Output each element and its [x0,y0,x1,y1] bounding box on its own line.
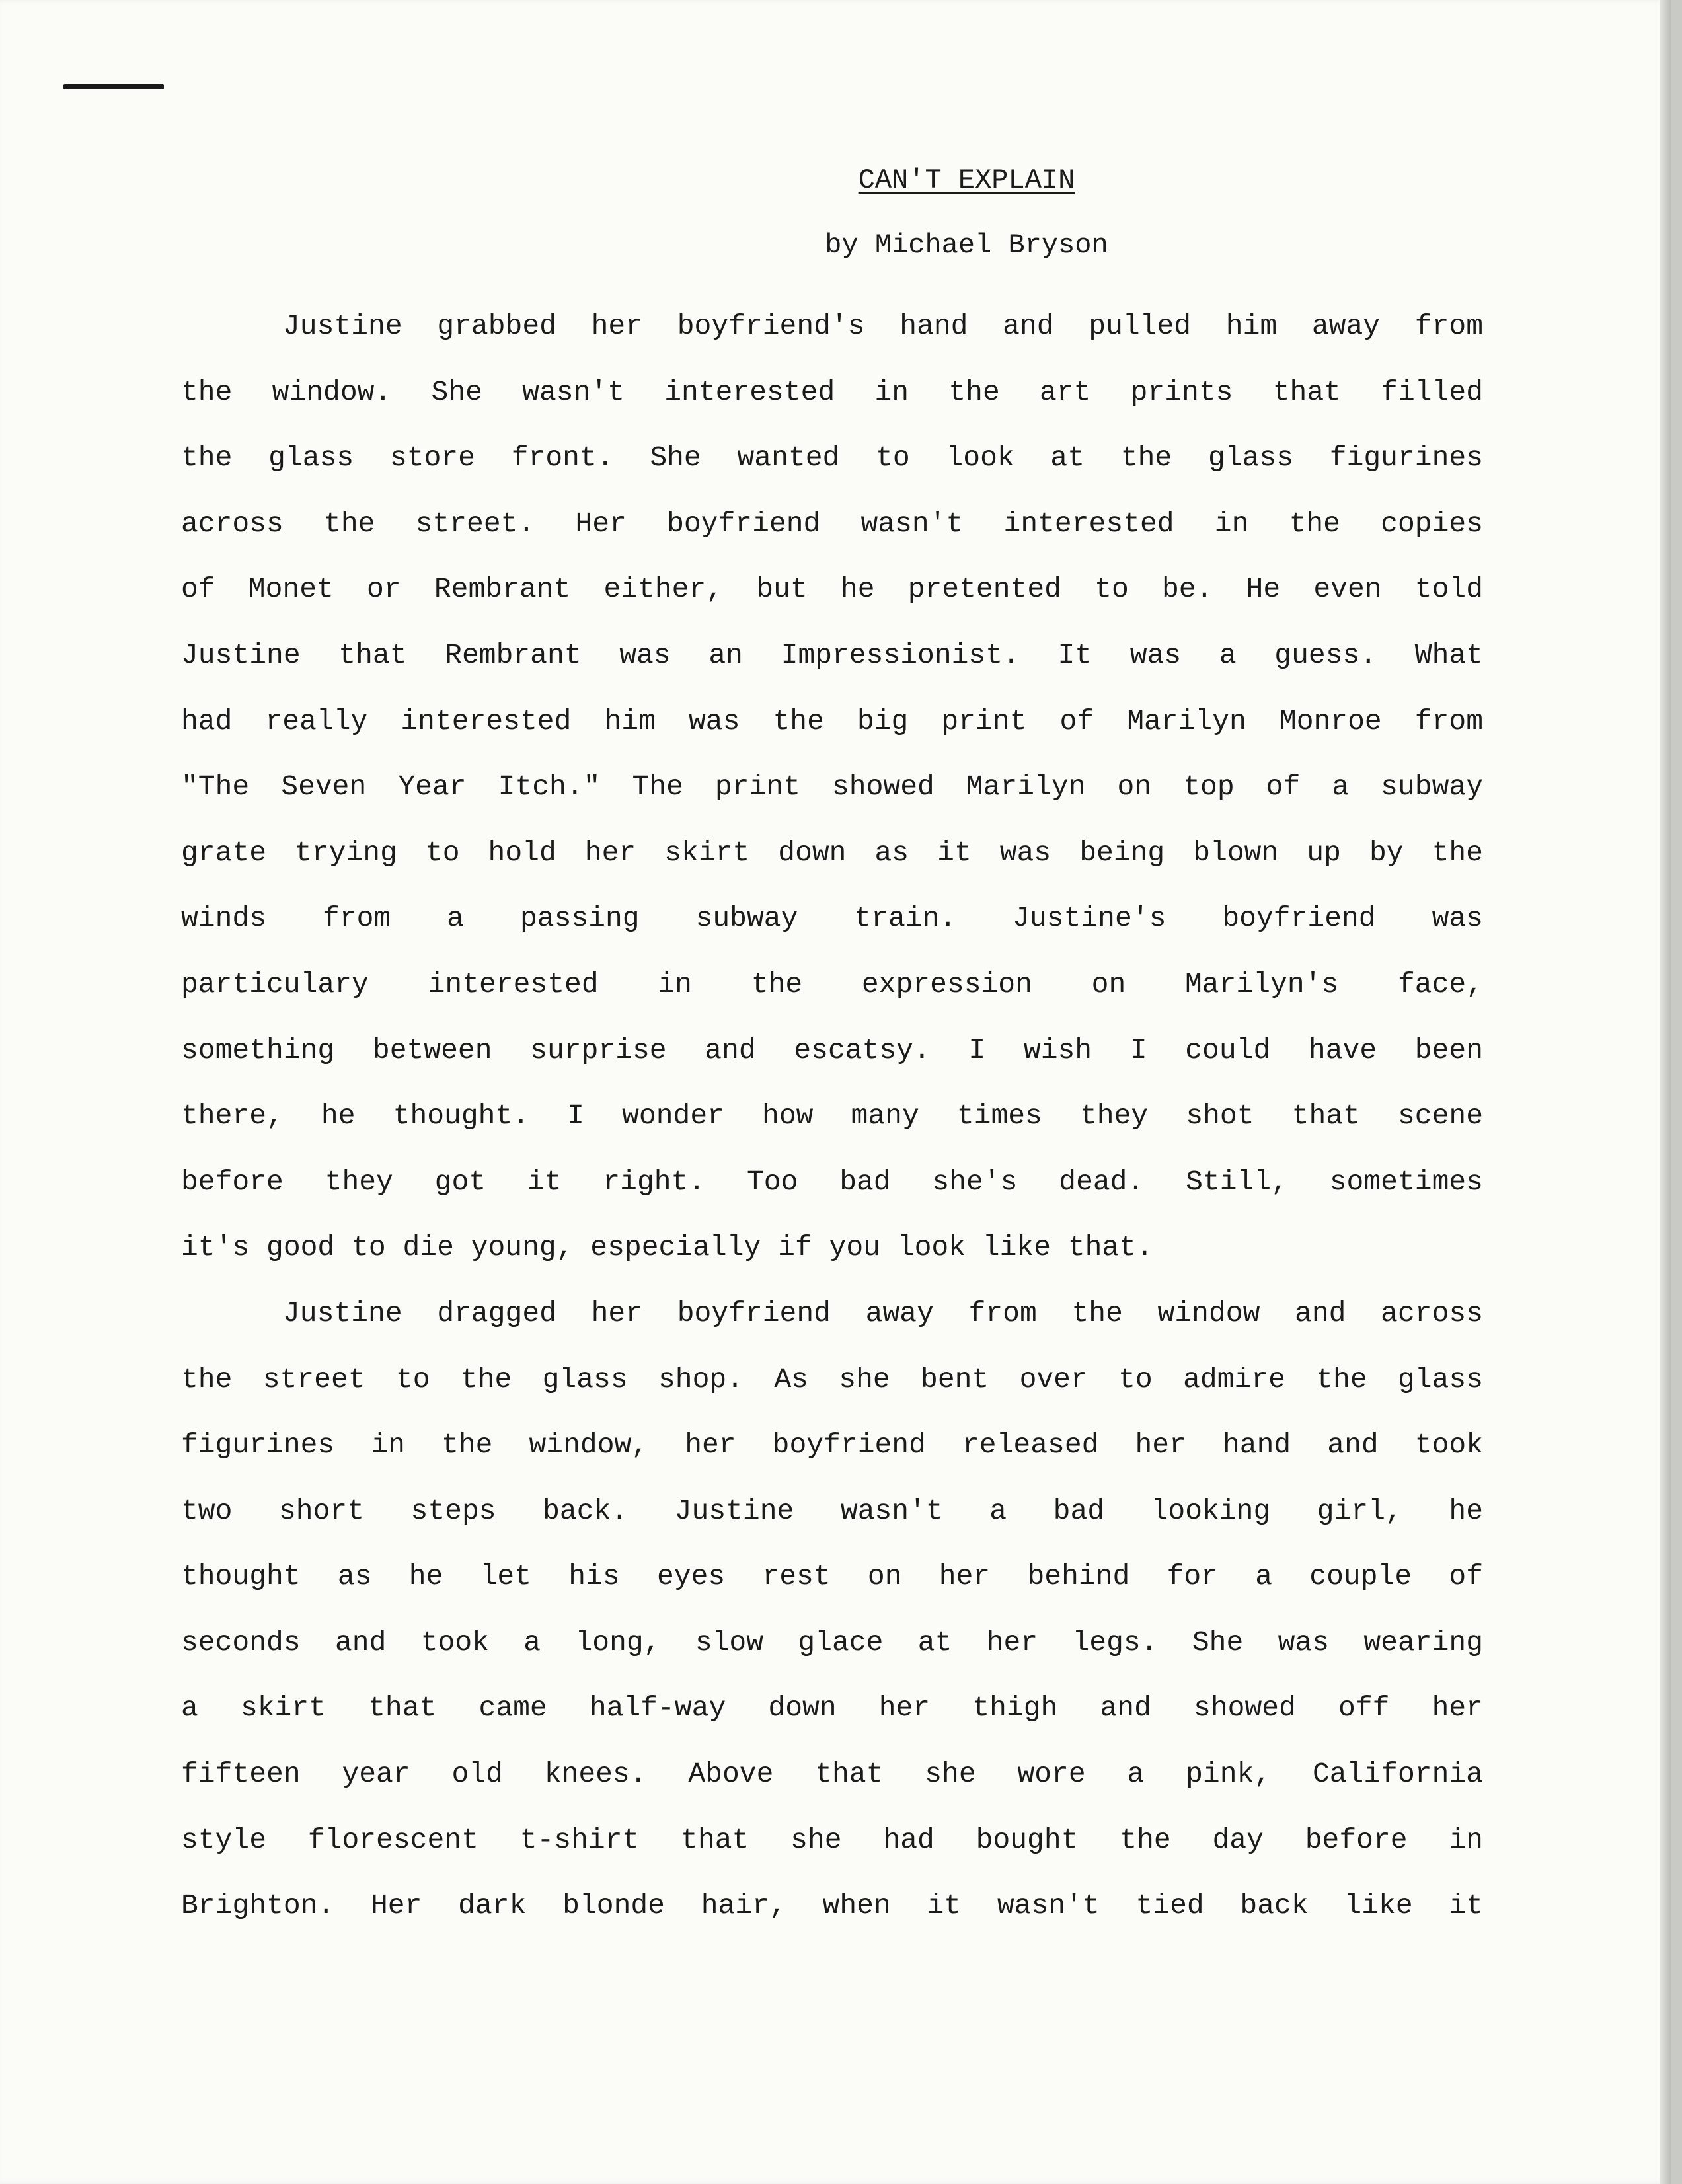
story-byline [0,229,1682,262]
text-line: seconds and took a long, slow glace at her legs. She was wearing [181,1626,1483,1659]
text-line: winds from a passing subway train. Justine's boyfriend was [181,902,1483,935]
text-line: Brighton. Her dark blonde hair, when it wasn't tied back like it [181,1889,1483,1922]
text-line: style florescent t-shirt that she had bought the day before in [181,1823,1483,1856]
text-line: of Monet or Rembrant either, but he pretented to be. He even told [181,573,1483,606]
page-edge-shadow [1660,0,1671,2184]
text-line: particulary interested in the expression on Marilyn's face, [181,967,1483,1000]
story-body [181,293,1483,1939]
text-line: Justine that Rembrant was an Impressionist. It was a guess. What [181,638,1483,671]
text-line: "The Seven Year Itch." The print showed Marilyn on top of a subway [181,771,1483,804]
text-line: had really interested him was the big print of Marilyn Monroe from [181,704,1483,737]
text-line: figurines in the window, her boyfriend released her hand and took [181,1429,1483,1462]
text-line: two short steps back. Justine wasn't a bad looking girl, he [181,1494,1483,1527]
text-line: there, he thought. I wonder how many times they shot that scene [181,1100,1483,1133]
text-line: the window. She wasn't interested in the art prints that filled [181,375,1483,408]
text-line: fifteen year old knees. Above that she wore a pink, California [181,1758,1483,1791]
text-line: it's good to die young, especially if you look like that. [181,1231,1153,1264]
text-line: before they got it right. Too bad she's dead. Still, sometimes [181,1165,1483,1198]
text-line: thought as he let his eyes rest on her behind for a couple of [181,1560,1483,1593]
text-line: the street to the glass shop. As she bent over to admire the glass [181,1363,1483,1396]
text-line: across the street. Her boyfriend wasn't interested in the copies [181,507,1483,540]
story-title-text: CAN'T EXPLAIN [858,165,1075,196]
margin-mark [63,84,164,89]
text-line: something between surprise and escatsy. I wish I could have been [181,1034,1483,1067]
text-line: Justine grabbed her boyfriend's hand and pulled him away from [283,310,1483,342]
text-line: Justine dragged her boyfriend away from the window and across [283,1297,1483,1330]
story-byline-text: by Michael Bryson [825,229,1108,261]
text-line: grate trying to hold her skirt down as it was being blown up by the [181,836,1483,869]
story-title [0,164,1682,197]
text-line: the glass store front. She wanted to look at the glass figurines [181,441,1483,474]
text-line: a skirt that came half-way down her thigh and showed off her [181,1692,1483,1725]
